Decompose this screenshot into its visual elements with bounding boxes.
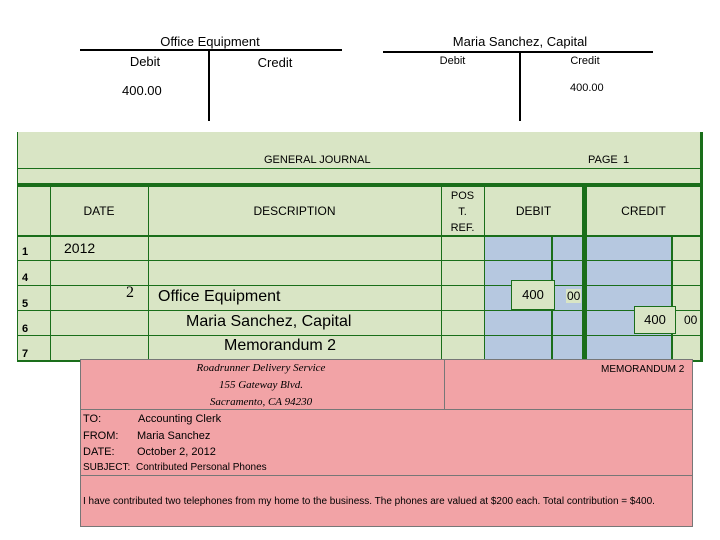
grid-line <box>17 310 703 311</box>
date-header: DATE <box>83 204 115 218</box>
subject-value: Contributed Personal Phones <box>136 462 267 473</box>
t-account-divider <box>208 51 210 121</box>
t-account-top-line <box>383 51 653 53</box>
grid-line <box>17 260 703 261</box>
memo-divider <box>444 359 445 410</box>
credit-dollars-column <box>587 236 671 362</box>
company-name: Roadrunner Delivery Service <box>196 362 326 374</box>
description-header: DESCRIPTION <box>253 204 336 218</box>
debit-label: Debit <box>439 55 466 67</box>
row-number: 6 <box>22 323 29 335</box>
to-label: TO: <box>83 413 102 425</box>
debit-label: Debit <box>129 54 161 69</box>
t-account-title: Office Equipment <box>160 34 260 49</box>
subject-label: SUBJECT: <box>83 462 131 473</box>
grid-line <box>17 285 703 286</box>
row-number: 5 <box>22 298 29 310</box>
from-label: FROM: <box>83 430 119 442</box>
debit-header: DEBIT <box>515 204 552 218</box>
memo-divider <box>80 409 693 410</box>
grid-line <box>17 132 18 362</box>
page-number: 1 <box>623 154 630 166</box>
post-ref-header: POS T. REF. <box>450 190 475 234</box>
date-value: October 2, 2012 <box>137 446 216 458</box>
row-number: 7 <box>22 348 29 360</box>
credit-label: Credit <box>570 55 600 67</box>
debit-amount-cents: 00 <box>567 289 581 303</box>
t-account-title: Maria Sanchez, Capital <box>452 34 588 49</box>
memo-divider <box>80 475 693 476</box>
to-value: Accounting Clerk <box>138 413 222 425</box>
t-account-top-line <box>80 49 342 51</box>
memo-body: I have contributed two telephones from my home to the business. The phones are valued at $200 each. Total contribution = $400. <box>83 496 655 507</box>
grid-line <box>17 183 703 187</box>
date-label: DATE: <box>83 446 115 458</box>
entry-year: 2012 <box>64 240 96 256</box>
debit-entry: 400.00 <box>122 83 162 98</box>
company-address: 155 Gateway Blvd. <box>218 379 303 391</box>
from-value: Maria Sanchez <box>137 430 211 442</box>
credit-account-name: Maria Sanchez, Capital <box>186 313 352 330</box>
page-label: PAGE <box>588 154 618 166</box>
credit-amount-dollars: 400 <box>634 306 676 334</box>
debit-account-name: Office Equipment <box>158 288 281 305</box>
credit-header: CREDIT <box>621 204 666 218</box>
credit-label: Credit <box>257 55 293 70</box>
journal-title: GENERAL JOURNAL <box>264 154 371 166</box>
grid-line <box>17 168 703 169</box>
source-document: Memorandum 2 <box>224 337 337 354</box>
row-number: 4 <box>22 272 29 284</box>
memo-title: MEMORANDUM 2 <box>601 364 685 375</box>
grid-line <box>17 235 703 237</box>
row-number: 1 <box>22 246 29 258</box>
grid-line <box>700 132 703 362</box>
credit-entry: 400.00 <box>570 82 604 94</box>
entry-day: 2 <box>126 284 134 301</box>
credit-amount-cents: 00 <box>684 313 698 327</box>
grid-line <box>17 335 703 336</box>
t-account-divider <box>519 53 521 121</box>
grid-line <box>671 236 673 362</box>
debit-amount-dollars: 400 <box>511 280 555 310</box>
company-city: Sacramento, CA 94230 <box>209 396 313 408</box>
